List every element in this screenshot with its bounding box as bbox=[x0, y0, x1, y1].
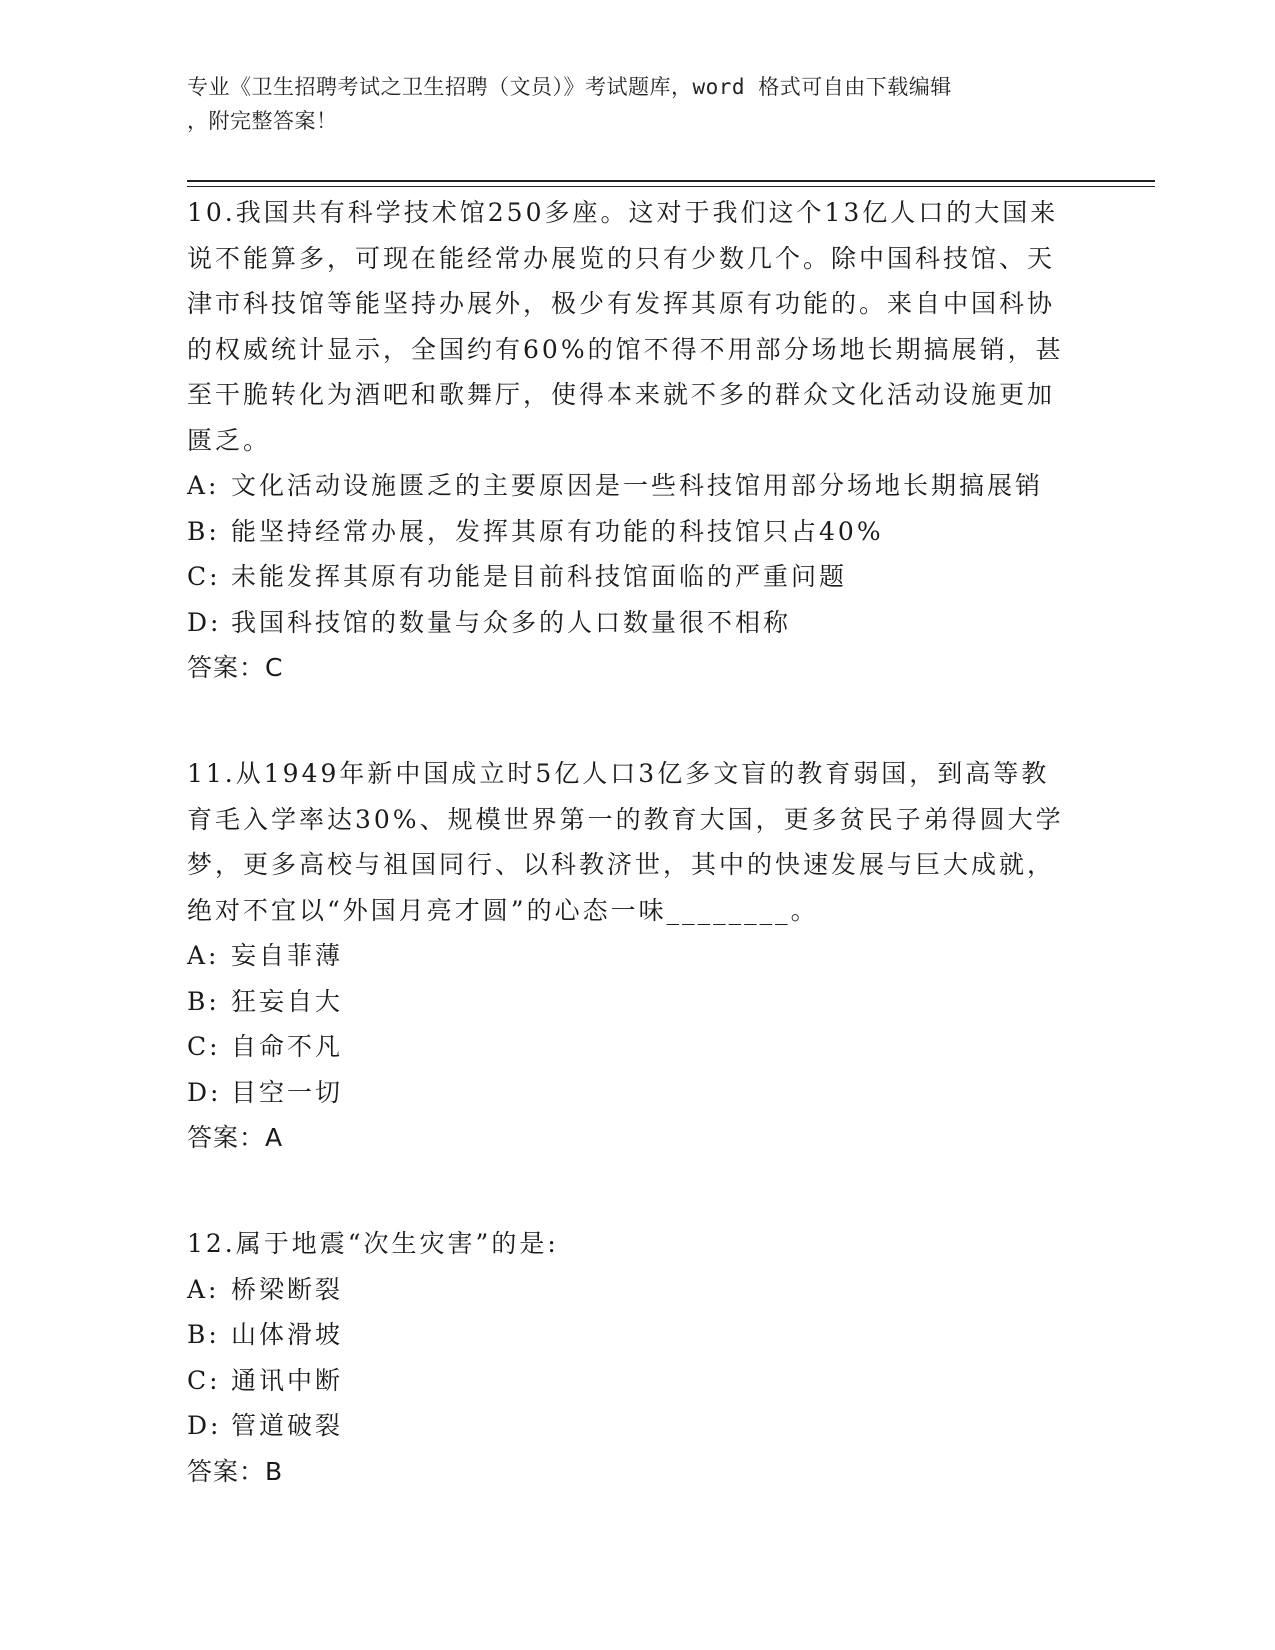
option-key: B: bbox=[187, 986, 220, 1016]
option-c bbox=[187, 1358, 1077, 1404]
option-key: A: bbox=[187, 471, 220, 500]
option-text: 我国科技馆的数量与众多的人口数量很不相称 bbox=[231, 607, 792, 637]
option-key: A: bbox=[187, 1274, 220, 1304]
header-line-2: ，附完整答案！ bbox=[187, 109, 338, 133]
answer: 答案：A bbox=[187, 1123, 284, 1152]
option-key: B: bbox=[187, 516, 220, 546]
option-key: B: bbox=[187, 1320, 220, 1349]
answer: 答案：B bbox=[187, 1456, 284, 1486]
option-key: A: bbox=[187, 941, 220, 970]
question-stem: 10.我国共有科学技术馆250多座。这对于我们这个13亿人口的大国来说不能算多，可现在能经常办展览的只有少数几个。除中国科技馆、天津市科技馆等能坚持办展外，极少有发挥其原有功能的。来自中国科协的权威统计显示，全国约有60%的馆不得不用部分场地长期搞展销，甚至干脆转化为酒吧和歌舞厅，使得本来就不多的群众文化活动设施更加匮乏。 bbox=[187, 198, 1064, 455]
option-c bbox=[187, 554, 1077, 600]
question-11 bbox=[187, 751, 1077, 1161]
option-text: 桥梁断裂 bbox=[231, 1274, 344, 1304]
option-b bbox=[187, 1312, 1077, 1358]
option-text: 山体滑坡 bbox=[231, 1320, 344, 1349]
option-b bbox=[187, 509, 1077, 555]
page-header bbox=[187, 70, 1067, 138]
question-10 bbox=[187, 190, 1077, 691]
option-text: 文化活动设施匮乏的主要原因是一些科技馆用部分场地长期搞展销 bbox=[231, 471, 1044, 500]
option-key: C: bbox=[187, 562, 221, 591]
option-text: 狂妄自大 bbox=[231, 986, 344, 1016]
option-a bbox=[187, 1267, 1077, 1313]
option-text: 能坚持经常办展，发挥其原有功能的科技馆只占40% bbox=[231, 516, 884, 546]
option-key: D: bbox=[187, 607, 222, 637]
option-key: C: bbox=[187, 1032, 221, 1061]
option-key: C: bbox=[187, 1365, 221, 1395]
option-text: 自命不凡 bbox=[231, 1032, 344, 1061]
question-list bbox=[187, 190, 1077, 1555]
question-12 bbox=[187, 1221, 1077, 1495]
option-text: 通讯中断 bbox=[231, 1365, 344, 1395]
option-a bbox=[187, 463, 1077, 509]
option-c bbox=[187, 1024, 1077, 1070]
question-stem: 12.属于地震“次生灾害”的是: bbox=[187, 1229, 559, 1258]
option-text: 未能发挥其原有功能是目前科技馆面临的严重问题 bbox=[231, 562, 848, 591]
option-d bbox=[187, 600, 1077, 646]
option-text: 目空一切 bbox=[231, 1077, 344, 1107]
question-stem: 11.从1949年新中国成立时5亿人口3亿多文盲的教育弱国，到高等教育毛入学率达30%、规模世界第一的教育大国，更多贫民子弟得圆大学梦，更多高校与祖国同行、以科教济世，其中的快速发展与巨大成就，绝对不宜以“外国月亮才圆”的心态一味________。 bbox=[187, 759, 1064, 925]
option-key: D: bbox=[187, 1077, 222, 1107]
header-divider bbox=[187, 180, 1155, 182]
option-text: 管道破裂 bbox=[231, 1411, 344, 1440]
header-divider-thin bbox=[187, 186, 1155, 187]
option-b bbox=[187, 979, 1077, 1025]
header-line-1: 专业《卫生招聘考试之卫生招聘（文员）》考试题库，word 格式可自由下载编辑 bbox=[187, 75, 952, 99]
option-text: 妄自菲薄 bbox=[231, 941, 344, 970]
option-key: D: bbox=[187, 1411, 222, 1440]
option-d bbox=[187, 1070, 1077, 1116]
answer: 答案：C bbox=[187, 653, 284, 682]
option-a bbox=[187, 933, 1077, 979]
option-d bbox=[187, 1403, 1077, 1449]
